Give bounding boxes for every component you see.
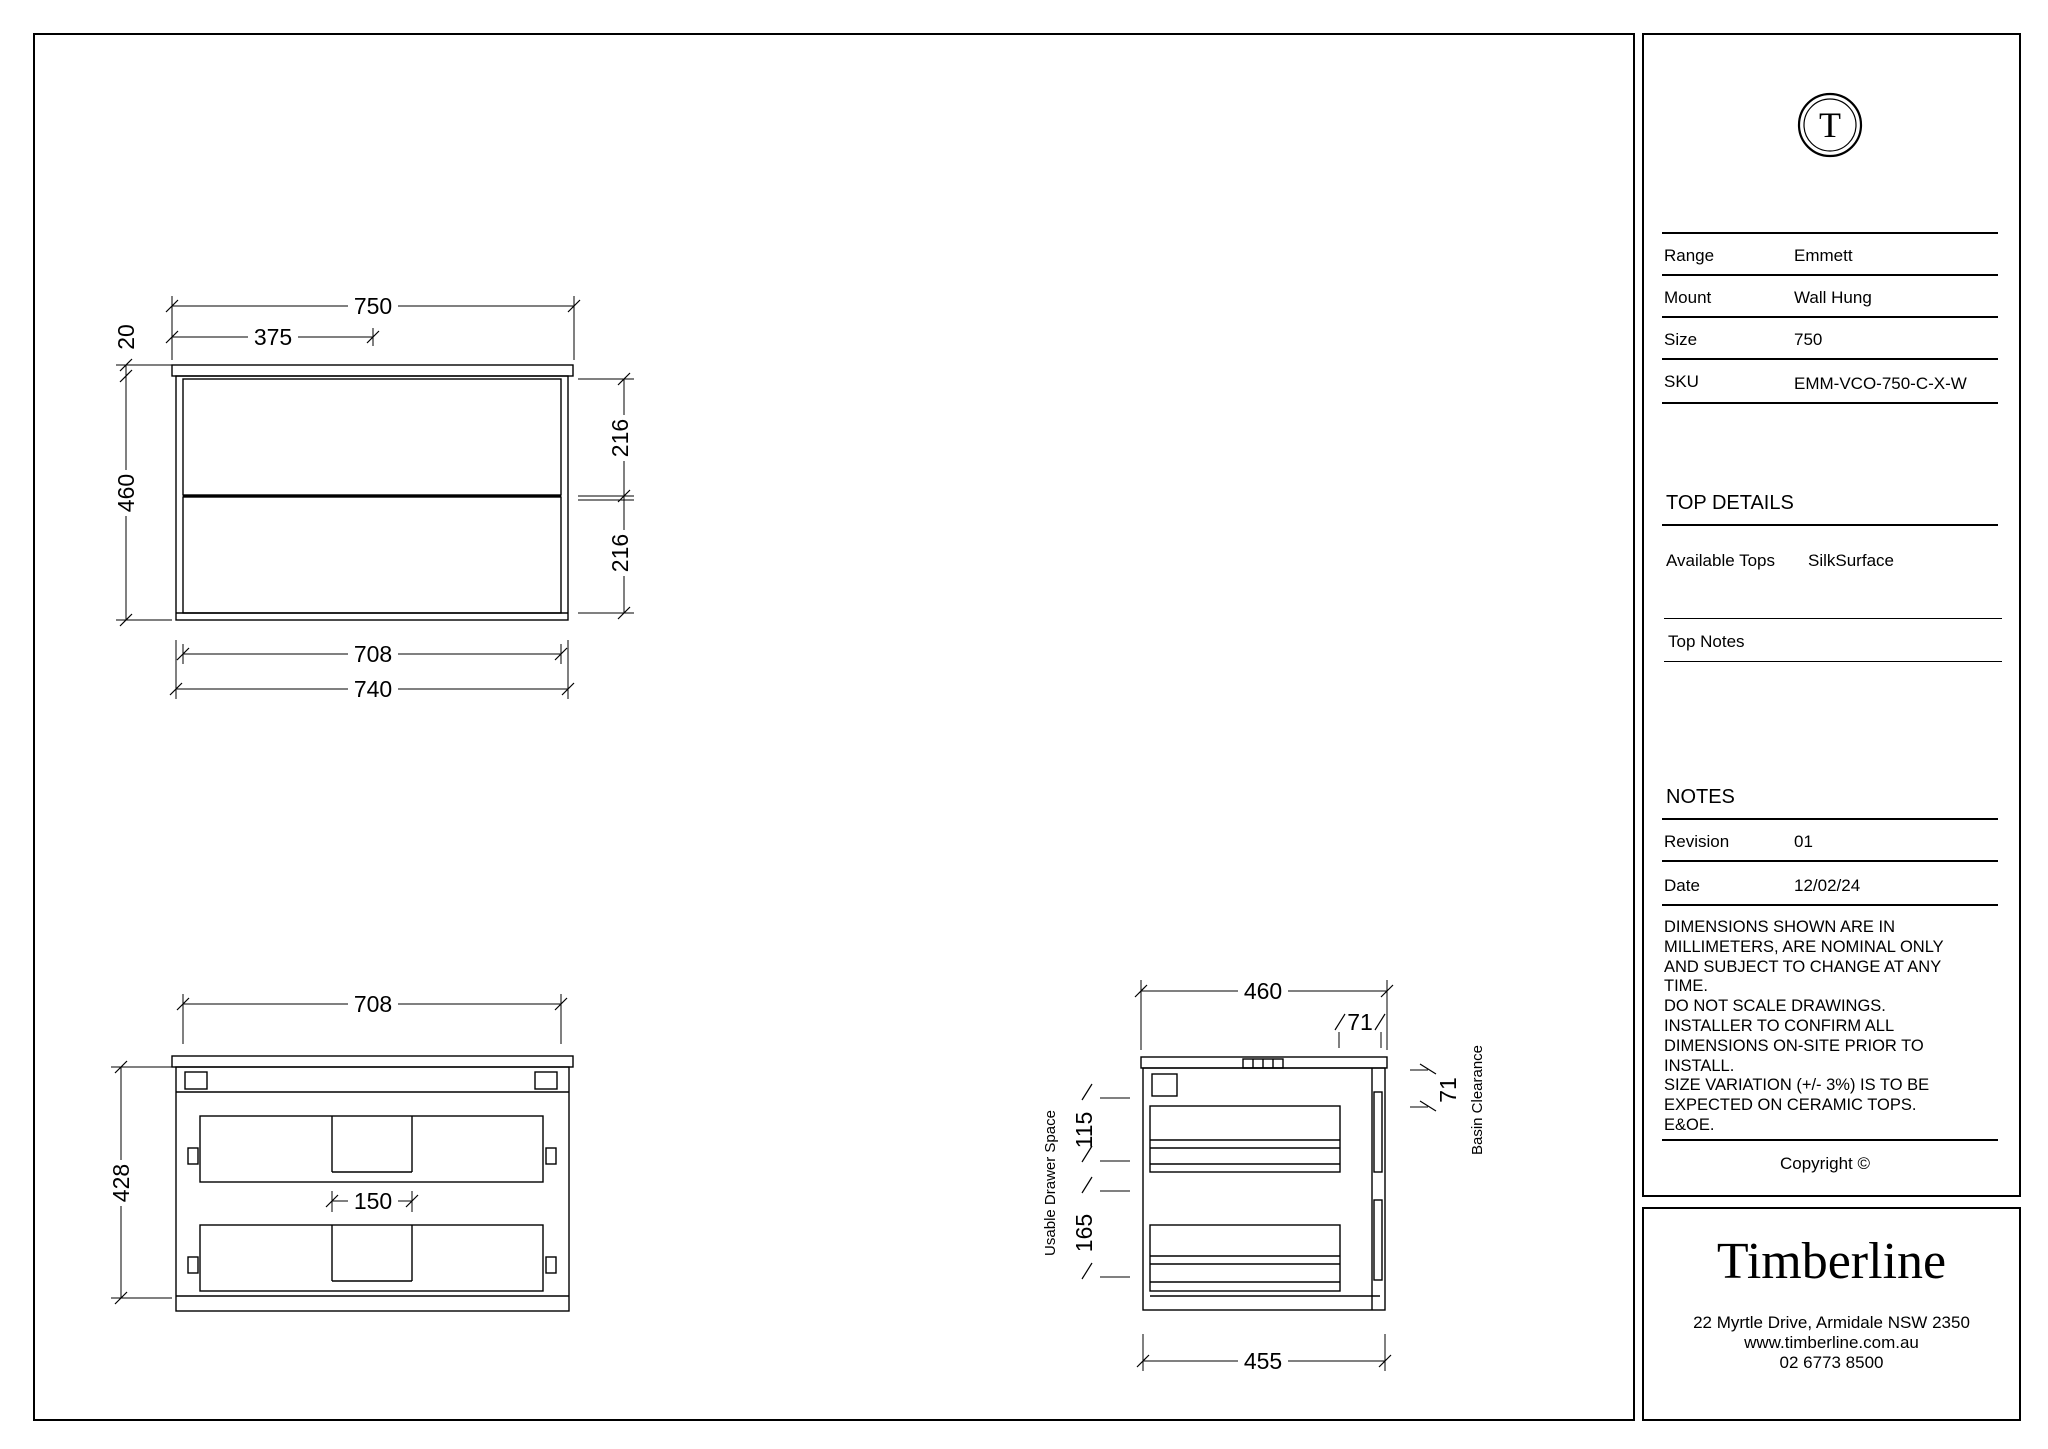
notes-heading: NOTES [1666,786,1735,808]
revision-value: 01 [1794,832,1813,851]
company-address: 22 Myrtle Drive, Armidale NSW 2350 [1693,1313,1970,1332]
dim-708: 708 [353,641,393,667]
top-details-rule [1662,524,1998,526]
usable-drawer-space-label: Usable Drawer Space [1042,1110,1059,1256]
dim-71-top: 71 [1347,1009,1373,1035]
dim-708-section: 708 [353,991,393,1017]
side-view [1082,980,1436,1371]
company-phone: 02 6773 8500 [1779,1353,1884,1372]
company-name: Timberline [1716,1233,1947,1290]
dim-71-basin: 71 [1435,1077,1461,1103]
info-row-mount [1662,276,1998,318]
logo-letter: T [1819,105,1841,145]
top-notes-rule [1664,661,2002,662]
top-details-heading: TOP DETAILS [1666,492,1794,514]
dim-460: 460 [113,473,139,513]
info-row-size [1662,318,1998,360]
size-value: 750 [1794,330,1823,349]
dim-115: 115 [1071,1111,1097,1149]
available-tops-rule [1664,618,2002,619]
dim-428: 428 [108,1163,134,1203]
top-notes-label: Top Notes [1668,632,1745,651]
dim-455: 455 [1243,1348,1283,1374]
dim-20: 20 [113,324,139,350]
range-label: Range [1664,246,1715,265]
copyright-text: Copyright © [1780,1154,1871,1173]
dim-216-top: 216 [607,418,633,458]
info-row-range [1662,234,1998,276]
date-value: 12/02/24 [1794,876,1861,895]
revision-label: Revision [1664,832,1730,851]
range-value: Emmett [1794,246,1853,265]
company-website: www.timberline.com.au [1744,1333,1919,1352]
disclaimer-rule [1662,1139,1998,1141]
dim-375: 375 [253,324,293,350]
dim-150: 150 [353,1188,393,1214]
dim-750: 750 [353,293,393,319]
available-tops-value: SilkSurface [1808,551,1894,570]
size-label: Size [1664,330,1698,349]
section-view [111,994,573,1311]
info-row-sku [1662,360,1998,404]
dim-740: 740 [353,676,393,702]
front-view [116,296,634,699]
info-row-date [1662,862,1998,906]
mount-value: Wall Hung [1794,288,1872,307]
dim-165: 165 [1071,1213,1097,1253]
dim-460-side: 460 [1243,978,1283,1004]
basin-clearance-label: Basin Clearance [1469,1044,1486,1156]
info-row-revision [1662,820,1998,862]
available-tops-label: Available Tops [1666,551,1776,570]
sku-value: EMM-VCO-750-C-X-W [1794,374,1967,393]
sku-label: SKU [1664,372,1699,391]
mount-label: Mount [1664,288,1712,307]
dimension-disclaimer: DIMENSIONS SHOWN ARE IN MILLIMETERS, ARE NOMINAL ONLY AND SUBJECT TO CHANGE AT ANY TIME. DO NOT SCALE DRAWINGS. INSTALLER TO CONFIRM ALL DIMENSIONS ON-SITE PRIOR TO INSTALL. SIZE VARIATION (+/- 3%) IS TO BE EXPECTED ON CERAMIC TOPS. E&OE. [1664,918,1944,1134]
dim-216-bottom: 216 [607,533,633,573]
date-label: Date [1664,876,1700,895]
